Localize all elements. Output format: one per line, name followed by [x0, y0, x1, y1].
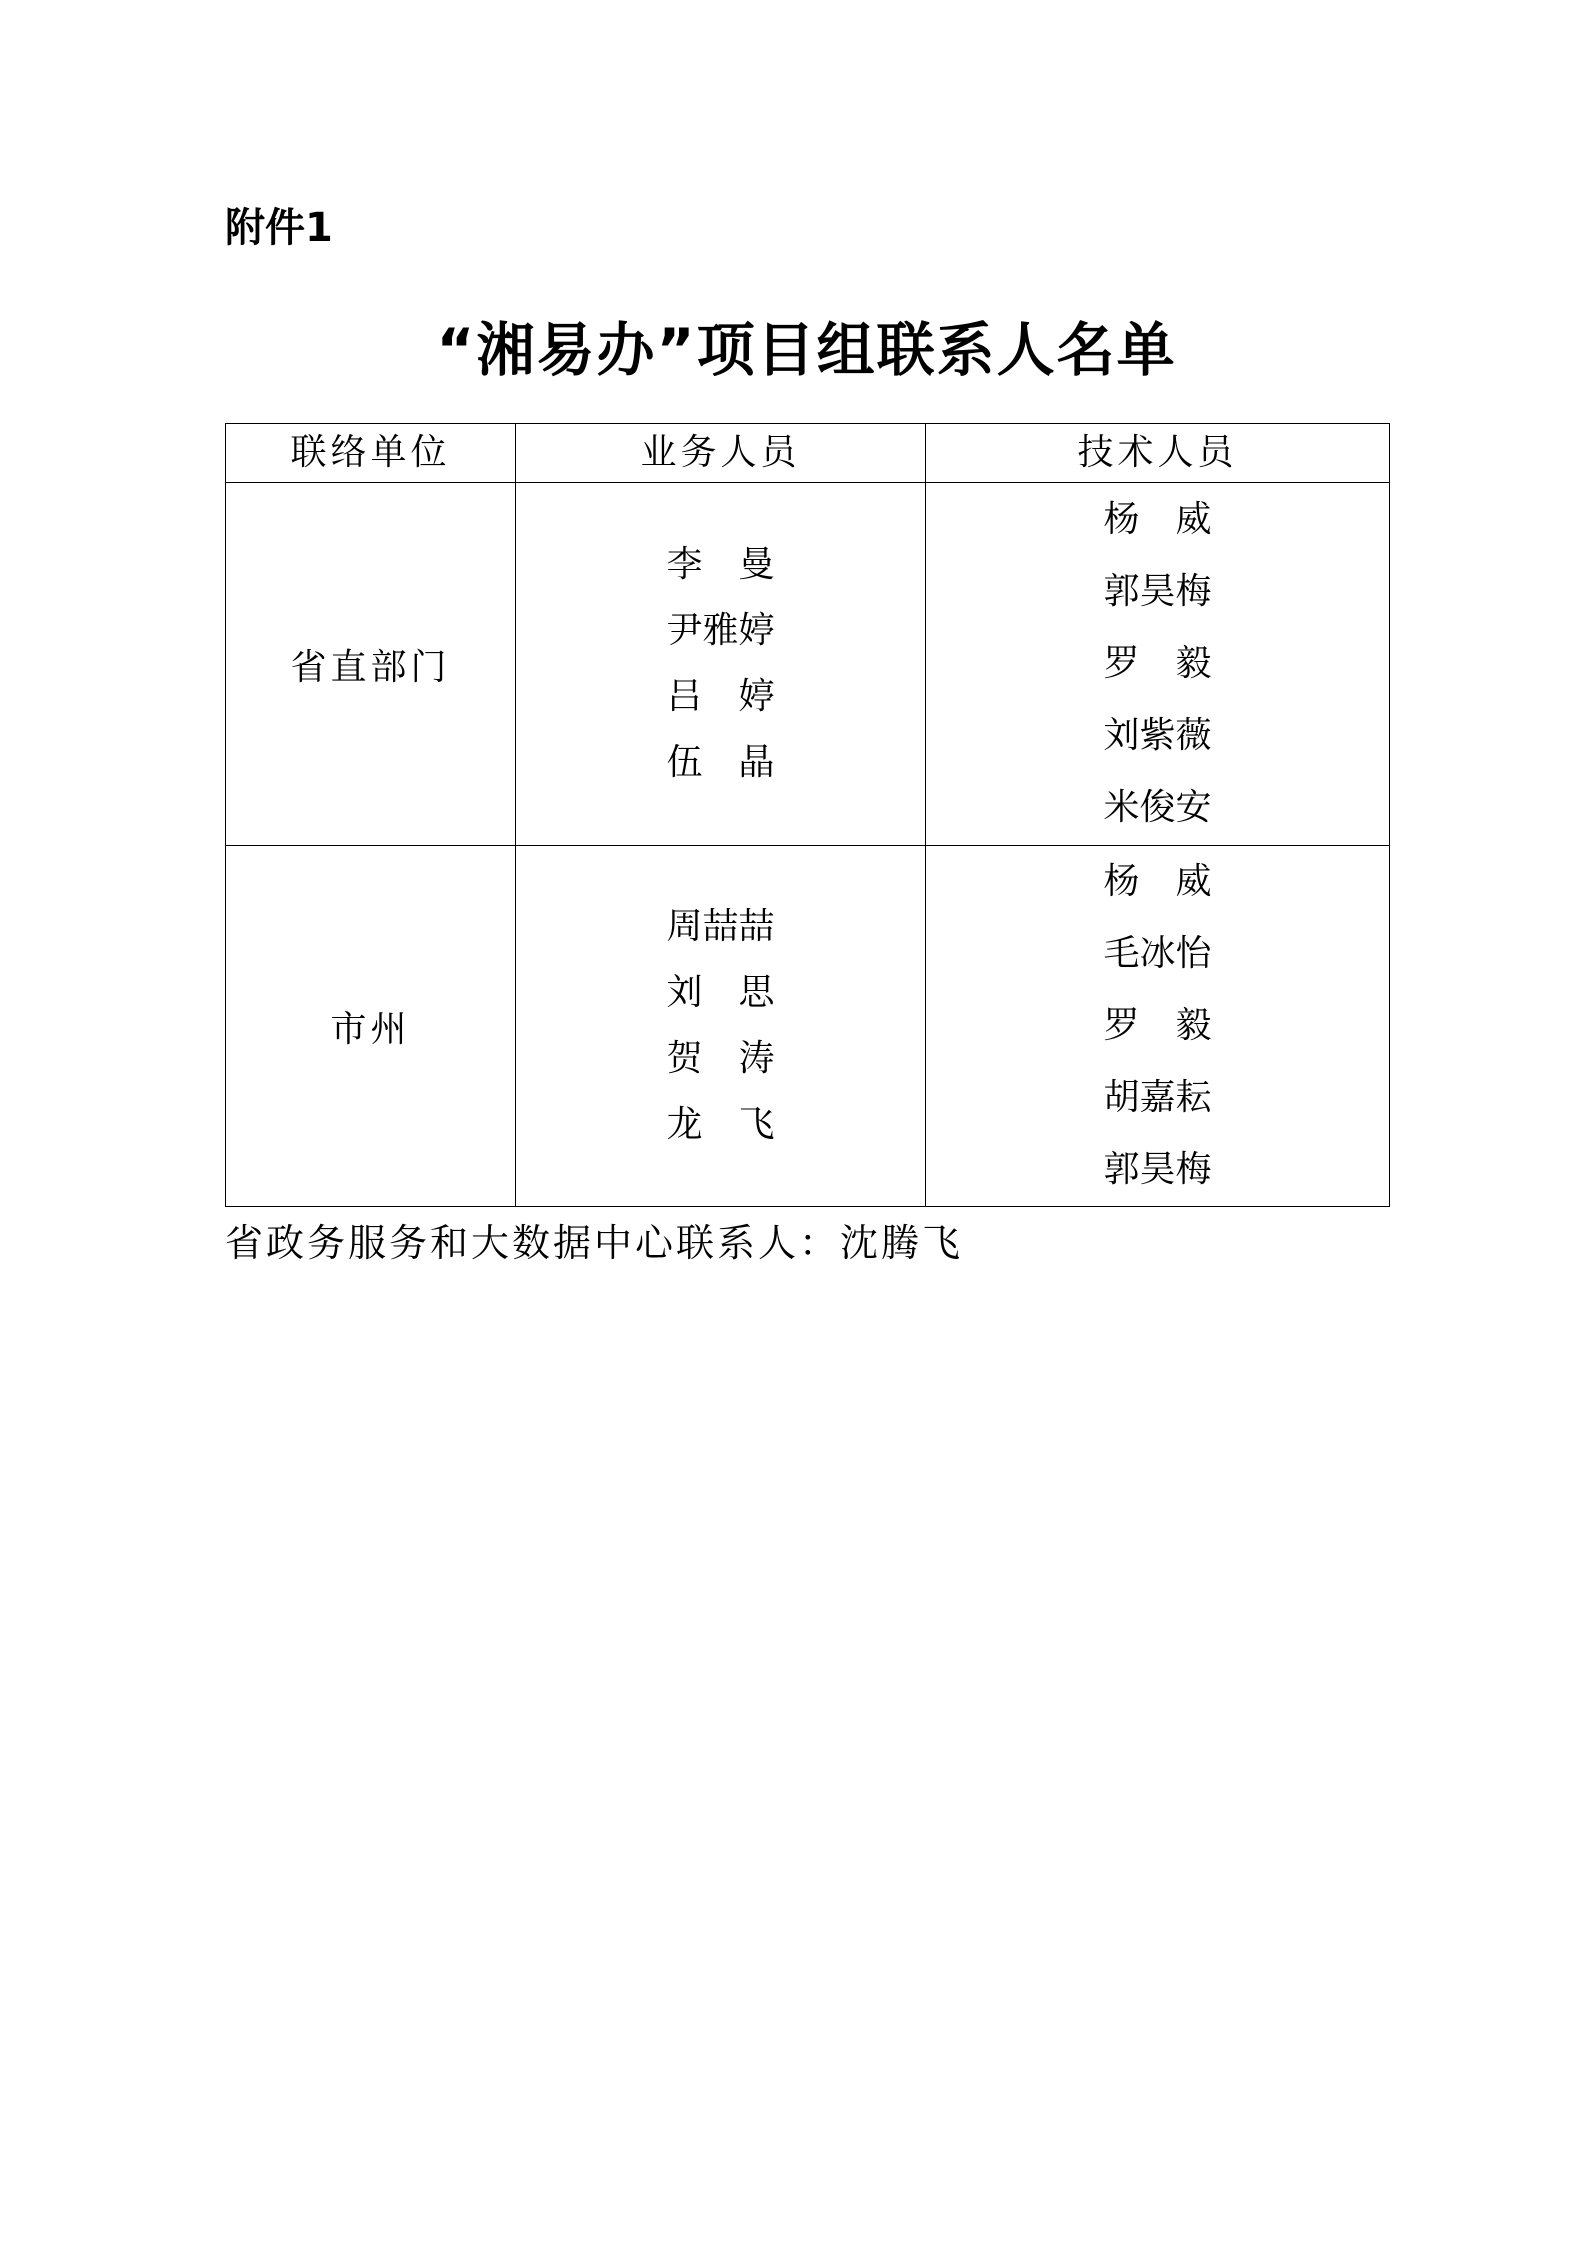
unit-cell: 市州 [226, 846, 516, 1207]
technical-staff-name: 刘紫薇 [1103, 715, 1212, 756]
business-staff-name: 李 曼 [666, 544, 775, 585]
attachment-label: 附件1 [225, 205, 333, 251]
technical-staff-name: 罗 毅 [1103, 643, 1212, 684]
business-staff-name: 吕 婷 [666, 676, 775, 717]
table-row-provincial-departments [226, 483, 1390, 846]
business-staff-name: 龙 飞 [666, 1104, 775, 1145]
business-staff-name: 周喆喆 [666, 906, 775, 947]
center-contact-note: 省政务服务和大数据中心联系人：沈腾飞 [225, 1221, 964, 1265]
business-staff-cell [516, 483, 926, 846]
business-staff-name: 尹雅婷 [666, 610, 775, 651]
technical-staff-name: 杨 威 [1103, 499, 1212, 540]
business-staff-name: 贺 涛 [666, 1038, 775, 1079]
technical-staff-cell [926, 846, 1390, 1207]
business-staff-name: 伍 晶 [666, 742, 775, 783]
header-unit: 联络单位 [226, 424, 516, 483]
business-staff-list [516, 532, 925, 796]
technical-staff-list [926, 846, 1389, 1206]
table-header-row [226, 424, 1390, 483]
table-row-cities [226, 846, 1390, 1207]
business-staff-cell [516, 846, 926, 1207]
header-business-staff: 业务人员 [516, 424, 926, 483]
header-technical-staff: 技术人员 [926, 424, 1390, 483]
technical-staff-name: 米俊安 [1103, 787, 1212, 828]
technical-staff-name: 胡嘉耘 [1103, 1077, 1212, 1118]
document-title: “湘易办”项目组联系人名单 [436, 316, 1177, 384]
business-staff-name: 刘 思 [666, 972, 775, 1013]
technical-staff-name: 杨 威 [1103, 861, 1212, 902]
technical-staff-cell [926, 483, 1390, 846]
contact-table [225, 423, 1390, 1207]
unit-cell: 省直部门 [226, 483, 516, 846]
technical-staff-name: 毛冰怡 [1103, 933, 1212, 974]
technical-staff-list [926, 484, 1389, 844]
technical-staff-name: 郭昊梅 [1103, 1149, 1212, 1190]
business-staff-list [516, 894, 925, 1158]
technical-staff-name: 郭昊梅 [1103, 571, 1212, 612]
technical-staff-name: 罗 毅 [1103, 1005, 1212, 1046]
